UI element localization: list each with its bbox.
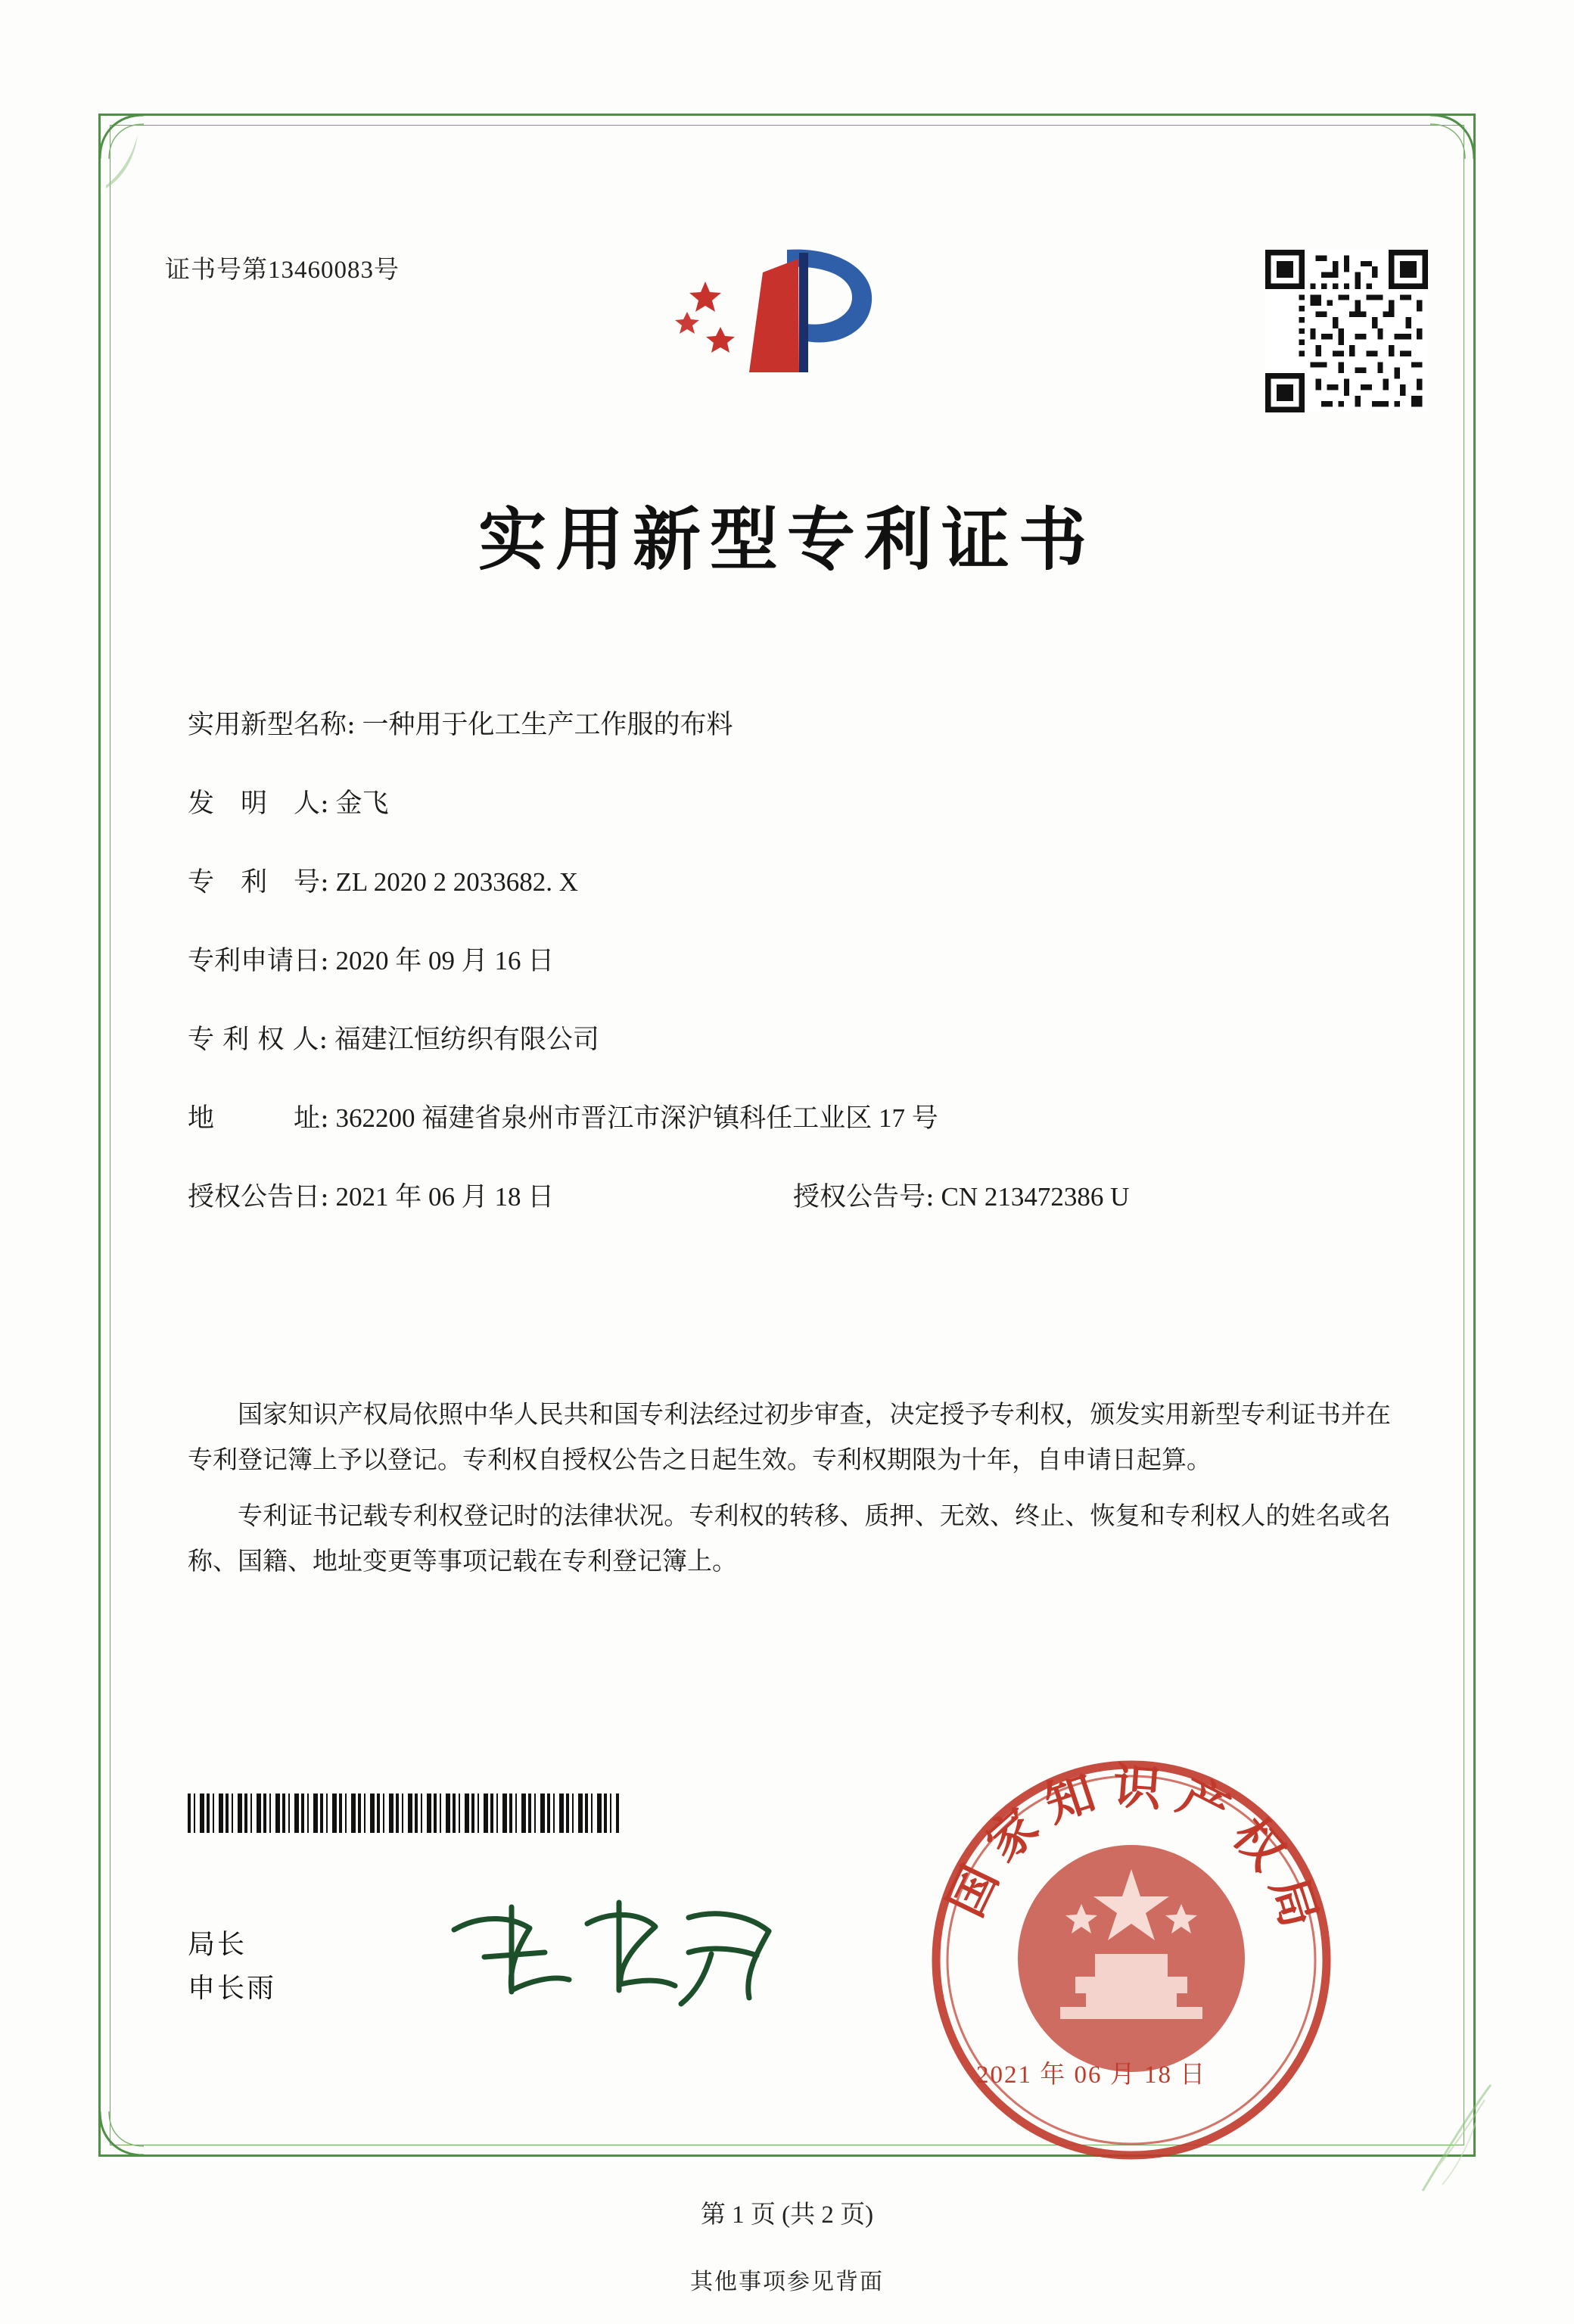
field-application-date: [188, 940, 1398, 987]
field-patent-number: [188, 861, 1398, 908]
director-block: [188, 1922, 276, 2010]
qr-code: [1265, 250, 1428, 412]
field-utility-model-name: [188, 704, 1398, 751]
field-value: 金飞: [335, 789, 389, 818]
field-label: 实用新型名称:: [188, 710, 356, 740]
field-value: 2020 年 09 月 16 日: [335, 946, 555, 975]
legal-paragraph-1: 国家知识产权局依照中华人民共和国专利法经过初步审查，决定授予专利权，颁发实用新型专利证书并在专利登记簿上予以登记。专利权自授权公告之日起生效。专利权期限为十年，自申请日起算。: [188, 1402, 1391, 1474]
field-inventor: [188, 782, 1398, 829]
director-name: 申长雨: [188, 1973, 277, 2003]
field-label: 地 址:: [188, 1103, 329, 1134]
official-seal: [927, 1756, 1336, 2164]
grant-number-value: CN 213472386 U: [941, 1182, 1130, 1212]
legal-paragraph-2: 专利证书记载专利权登记时的法律状况。专利权的转移、质押、无效、终止、恢复和专利权人的姓名或名称、国籍、地址变更等事项记载在专利登记簿上。: [188, 1503, 1391, 1576]
field-label: 专 利 权 人:: [188, 1025, 328, 1055]
grant-date-label: 授权公告日:: [188, 1182, 329, 1212]
director-title: 局长: [188, 1929, 247, 1959]
field-label: 专利申请日:: [188, 946, 329, 976]
grant-number-label: 授权公告号:: [793, 1182, 935, 1212]
handwritten-signature: [439, 1884, 787, 2021]
field-address: [188, 1097, 1398, 1144]
field-value: 362200 福建省泉州市晋江市深沪镇科任工业区 17 号: [335, 1103, 938, 1133]
certificate-number: 证书号第13460083号: [165, 257, 400, 284]
fields-block: [188, 704, 1398, 1255]
field-grant-announcement: [188, 1176, 1398, 1223]
grant-number-group: [793, 1176, 1129, 1214]
field-value: 福建江恒纺织有限公司: [334, 1025, 599, 1054]
cnipa-logo-icon: [673, 242, 901, 382]
field-label: 发 明 人:: [188, 789, 329, 819]
grant-date-value: 2021 年 06 月 18 日: [335, 1182, 555, 1212]
page-title: 实用新型专利证书: [478, 499, 1096, 580]
barcode: [188, 1794, 619, 1833]
seal-date: 2021 年 06 月 18 日: [976, 2061, 1207, 2089]
field-value: ZL 2020 2 2033682. X: [335, 867, 579, 897]
seal-text: 国家知识产权局: [937, 1757, 1333, 1947]
page-number: 第 1 页 (共 2 页): [700, 2201, 874, 2229]
field-label: 专 利 号:: [188, 867, 329, 898]
flourish-ornament-icon: [1385, 2077, 1498, 2198]
legal-text: [188, 1392, 1391, 1595]
field-value: 一种用于化工生产工作服的布料: [362, 710, 733, 739]
footnote: 其他事项参见背面: [690, 2270, 884, 2294]
field-patentee: [188, 1019, 1398, 1066]
